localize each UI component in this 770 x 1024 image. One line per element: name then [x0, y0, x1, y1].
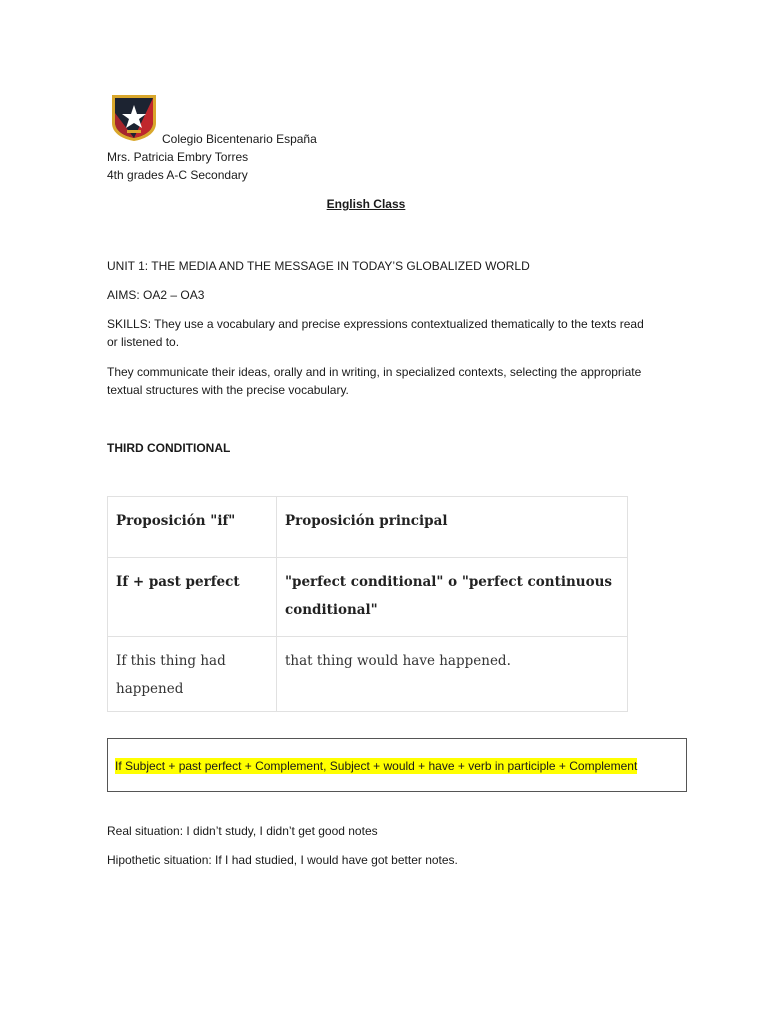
table-cell: If + past perfect	[108, 558, 277, 637]
school-name: Colegio Bicentenario España	[162, 132, 317, 146]
table-cell: If this thing had happened	[108, 637, 277, 712]
table-cell: that thing would have happened.	[277, 637, 628, 712]
table-header-cell: Proposición principal	[277, 497, 628, 558]
school-logo	[110, 93, 158, 143]
real-situation-example: Real situation: I didn’t study, I didn’t get good notes	[107, 824, 378, 838]
table-header-cell: Proposición "if"	[108, 497, 277, 558]
hypothetical-situation-example: Hipothetic situation: If I had studied, I would have got better notes.	[107, 853, 458, 867]
section-title: THIRD CONDITIONAL	[107, 441, 231, 455]
unit-heading: UNIT 1: THE MEDIA AND THE MESSAGE IN TODAY’S GLOBALIZED WORLD	[107, 259, 530, 273]
formula-box	[107, 738, 687, 792]
page-title: English Class	[326, 197, 406, 211]
table-row	[108, 558, 628, 637]
formula-text: If Subject + past perfect + Complement, Subject + would + have + verb in participle + Complement	[115, 759, 638, 773]
table-cell: "perfect conditional" o "perfect continuous conditional"	[277, 558, 628, 637]
conditional-table	[107, 496, 628, 712]
skills-paragraph: SKILLS: They use a vocabulary and precise expressions contextualized thematically to the texts read or listened to.	[107, 317, 644, 349]
teacher-name: Mrs. Patricia Embry Torres	[107, 150, 249, 164]
table-row	[108, 637, 628, 712]
table-header-row	[108, 497, 628, 558]
communicate-paragraph: They communicate their ideas, orally and in writing, in specialized contexts, selecting the appropriate textual structures with the precise vocabulary.	[107, 365, 642, 397]
grade-level: 4th grades A-C Secondary	[107, 168, 248, 182]
aims-text: AIMS: OA2 – OA3	[107, 288, 205, 302]
